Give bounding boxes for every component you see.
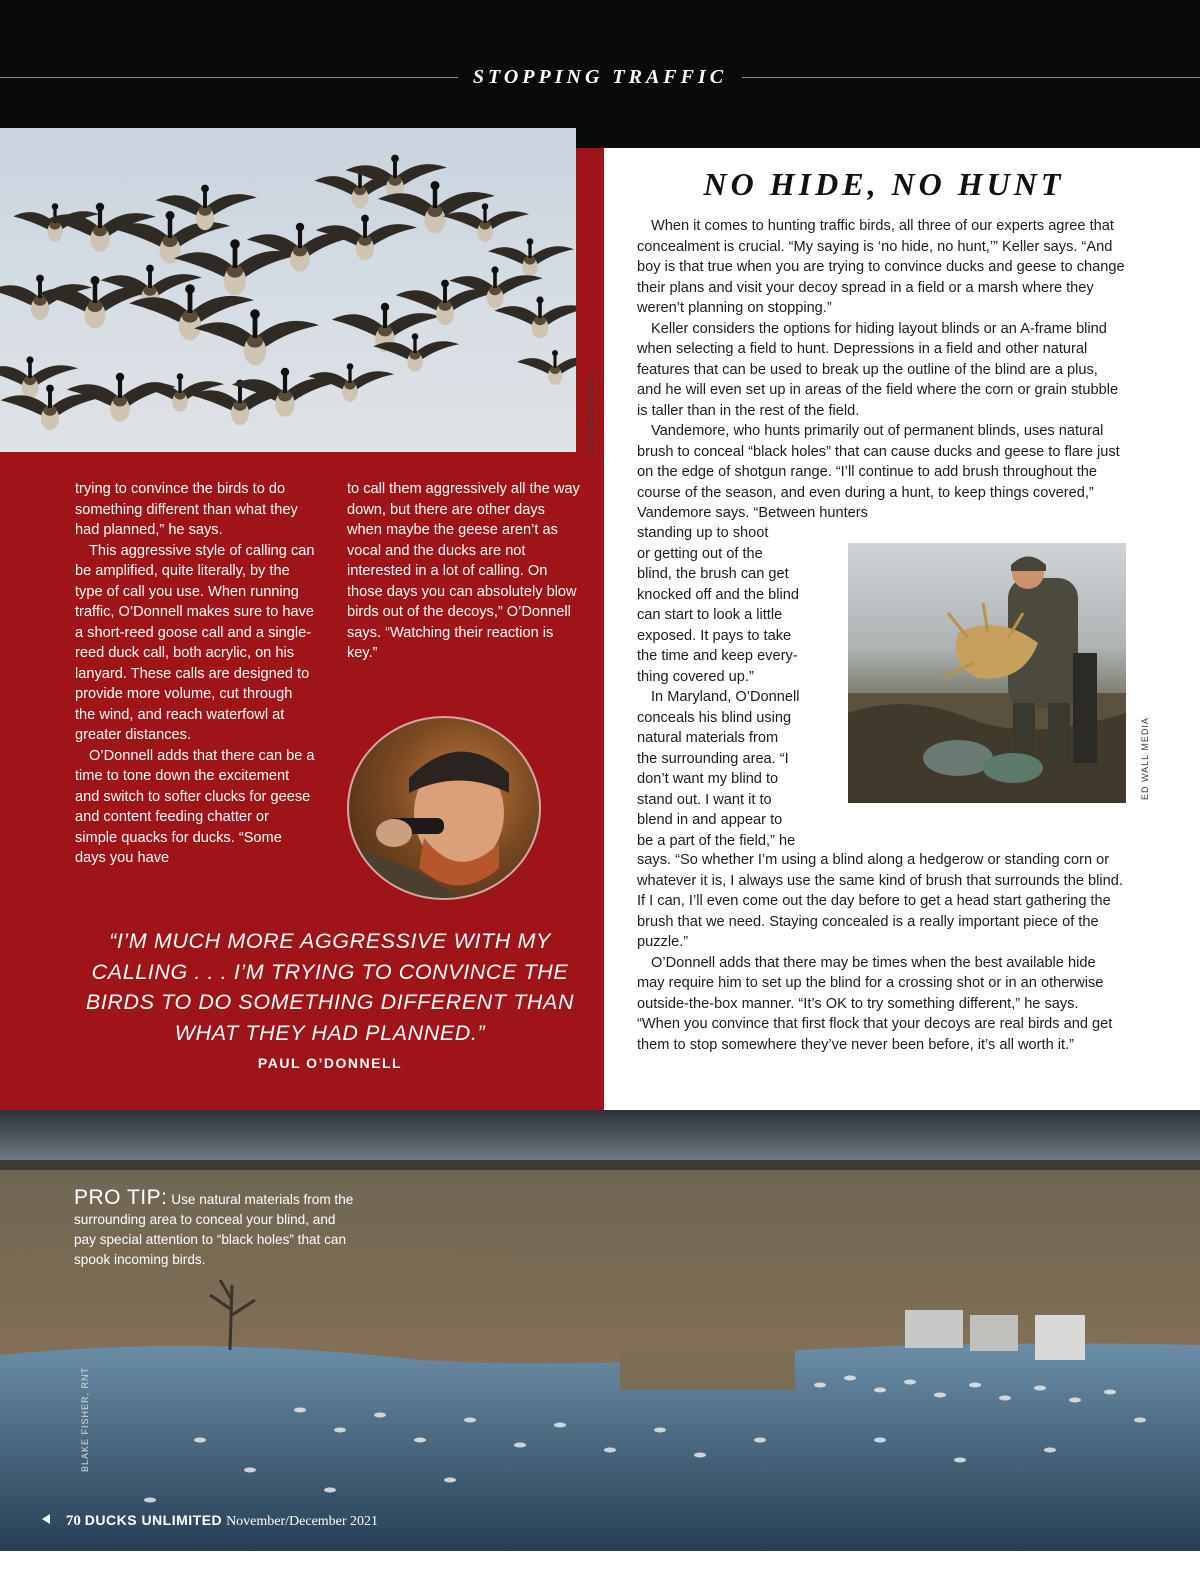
- article-wrap-line: can start to look a little: [637, 607, 783, 623]
- issue-date: November/December 2021: [226, 1514, 379, 1529]
- article-wrap-line: natural materials from: [637, 730, 779, 746]
- red-col1-paragraph-2: This aggressive style of calling can be amplified, quite literally, by the type of call you use. When running traffic, O’Donnell makes sure to have a short-reed goose call and a single-reed duck call, both acrylic, on his lanyard. These calls are designed to provide more volume, cut through the wind, and reach waterfowl at greater distances.: [75, 542, 315, 743]
- article-wrap-line: In Maryland, O’Donnell: [651, 689, 800, 705]
- article-paragraph-2: Keller considers the options for hiding layout blinds or an A-frame blind when selecting a field to hunt. Depressions in a field and other natural features that can be used to break up the outline of the blind are a plus, and he will even set up in areas of the field where the corn or grain stubble is taller than in the rest of the field.: [637, 320, 1119, 419]
- article-wrap-line: conceals his blind using: [637, 709, 792, 726]
- article-wrap-line: or getting out of the: [637, 545, 763, 562]
- page-number: 70: [65, 1513, 81, 1529]
- article-paragraph-3: Vandemore, who hunts primarily out of permanent blinds, uses natural brush to conceal “black holes” that can cause ducks and geese to flare just on the edge of shotgun range. “I’ll continue to add brush throughout the course of the season, and even during a hunt, to keep things covered,” Vandemore says. “Between hunters: [637, 423, 1120, 521]
- article-top-text: [637, 216, 1125, 524]
- article-paragraph-5: O’Donnell adds that there may be times when the best available hide may require him to set up the blind for a crossing shot or in an otherwise outside-the-box manner. “It’s OK to try something different,” he says. “When you convince that first flock that your decoys are real birds and get them to stop somewhere they’ve never been before, it’s all worth it.”: [637, 954, 1113, 1053]
- article-bottom-text: [637, 850, 1125, 1055]
- portrait-photo: [347, 716, 541, 900]
- geese-photo: [0, 128, 576, 452]
- article-wrap-line: the surrounding area. “I: [637, 750, 789, 767]
- publication-name: DUCKS UNLIMITED: [84, 1512, 223, 1528]
- article-wrap-line: standing up to shoot: [637, 525, 769, 541]
- article-paragraph-1: When it comes to hunting traffic birds, all three of our experts agree that concealment is crucial. “My saying is ‘no hide, no hunt,’” Keller says. “And boy is that true when you are trying to convince ducks and geese to change their plans and visit your decoy spread in a field or a marsh where they weren’t planning on stopping.”: [637, 218, 1125, 316]
- article-wrap-line: be a part of the field,” he: [637, 832, 796, 849]
- photo-credit-geese-text: JIM THOMPSON: [586, 375, 596, 456]
- article-wrap-line: the time and keep every-: [637, 648, 798, 664]
- red-column-1: [75, 479, 315, 869]
- man-with-brush-photo: [848, 543, 1126, 803]
- red-col1-paragraph-3: O’Donnell adds that there can be a time to tone down the excitement and switch to softer clucks for geese and content feeding chatter or simple quacks for ducks. “Some days you have: [75, 747, 315, 866]
- page-footer: [42, 1512, 542, 1530]
- pro-tip: [74, 1188, 354, 1270]
- red-col1-paragraph-1: trying to convince the birds to do something different than what they had planned,” he says.: [75, 481, 298, 538]
- article-wrap-line: knocked off and the blind: [637, 586, 800, 603]
- header-band: [0, 0, 1200, 128]
- red-col2-paragraph-1: to call them aggressively all the way down, but there are other days when maybe the geese aren’t as vocal and the ducks are not interested in a lot of calling. On those days you can absolutely blow birds out of the decoys,” O’Donnell says. “Watching their reaction is key.”: [347, 481, 580, 661]
- article-paragraph-4: says. “So whether I’m using a blind along a hedgerow or standing corn or whatever it is, I always use the same kind of brush that surrounds the blind. If I can, I’ll even come out the day before to get a head start gathering the brush that we need. Staying concealed is a really important piece of the puzzle.”: [637, 852, 1123, 950]
- photo-credit-man: [1134, 717, 1154, 880]
- article-title: NO HIDE, NO HUNT: [703, 166, 1065, 202]
- page-arrow-icon: [42, 1514, 50, 1524]
- article-wrap-line: don’t want my blind to: [637, 771, 779, 787]
- pull-quote: “I’M MUCH MORE AGGRESSIVE WITH MY CALLING . . . I’M TRYING TO CONVINCE THE BIRDS TO DO SOMETHING DIFFERENT THAN WHAT THEY HAD PLANNED.”: [85, 929, 575, 1045]
- wetland-landscape-photo: [0, 1110, 1200, 1551]
- article-wrap-line: stand out. I want it to: [637, 791, 772, 808]
- article-wrap-text: [637, 523, 837, 851]
- caller-illustration: [349, 718, 539, 898]
- photo-credit-man-text: ED WALL MEDIA: [1140, 717, 1150, 800]
- quote-attribution: PAUL O’DONNELL: [257, 1055, 403, 1071]
- pro-tip-text: Use natural materials from the surrounding area to conceal your blind, and pay special attention to “black holes” that can spook incoming birds.: [74, 1192, 354, 1267]
- red-column-2: [347, 479, 582, 664]
- article-wrap-line: exposed. It pays to take: [637, 627, 792, 644]
- pro-tip-lead: PRO TIP:: [74, 1186, 168, 1209]
- landscape-illustration: [0, 1110, 1200, 1551]
- header-band-extension: [576, 128, 1200, 148]
- photo-credit-geese: [580, 376, 600, 456]
- geese-illustration: [0, 128, 576, 452]
- goose-flock: [0, 155, 576, 431]
- article-wrap-line: blend in and appear to: [637, 812, 783, 828]
- article-wrap-line: blind, the brush can get: [637, 566, 789, 582]
- section-title: STOPPING TRAFFIC: [472, 66, 728, 88]
- photo-credit-landscape-text: BLAKE FISHER, RNT: [80, 1366, 90, 1472]
- man-illustration: [848, 543, 1126, 803]
- article-wrap-line: thing covered up.”: [637, 668, 754, 685]
